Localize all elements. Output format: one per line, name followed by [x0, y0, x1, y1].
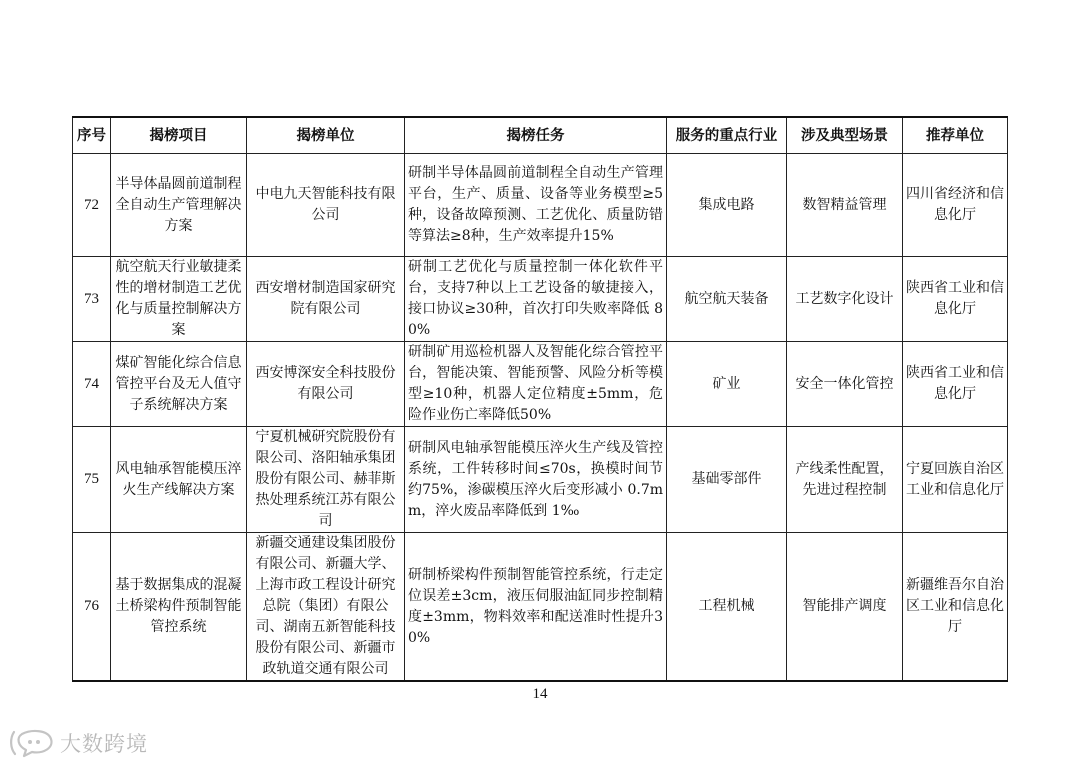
- cell-industry: 集成电路: [667, 154, 787, 257]
- cell-task: 研制桥梁构件预制智能管控系统，行走定位误差±3cm，液压伺服油缸同步控制精度±3mm，物料效率和配送准时性提升30%: [405, 533, 667, 682]
- cell-project: 风电轴承智能模压淬火生产线解决方案: [111, 427, 247, 533]
- cell-no: 76: [73, 533, 111, 682]
- speech-bubble-logo-icon: [8, 728, 56, 758]
- cell-unit: 中电九天智能科技有限公司: [247, 154, 405, 257]
- cell-unit: 宁夏机械研究院股份有限公司、洛阳轴承集团股份有限公司、赫菲斯热处理系统江苏有限公司: [247, 427, 405, 533]
- cell-recommender: 四川省经济和信息化厅: [903, 154, 1008, 257]
- cell-no: 72: [73, 154, 111, 257]
- cell-recommender: 陕西省工业和信息化厅: [903, 342, 1008, 427]
- table-row: [73, 342, 1008, 427]
- header-no: 序号: [73, 117, 111, 154]
- cell-task: 研制半导体晶圆前道制程全自动生产管理平台，生产、质量、设备等业务模型≥5种，设备故障预测、工艺优化、质量防错等算法≥8种，生产效率提升15%: [405, 154, 667, 257]
- cell-unit: 西安增材制造国家研究院有限公司: [247, 257, 405, 342]
- cell-industry: 工程机械: [667, 533, 787, 682]
- header-recommender: 推荐单位: [903, 117, 1008, 154]
- watermark: [8, 728, 148, 758]
- cell-scene: 产线柔性配置，先进过程控制: [787, 427, 903, 533]
- projects-table: [72, 116, 1008, 682]
- watermark-text: 大数跨境: [60, 732, 148, 756]
- cell-recommender: 新疆维吾尔自治区工业和信息化厅: [903, 533, 1008, 682]
- cell-no: 73: [73, 257, 111, 342]
- cell-recommender: 宁夏回族自治区工业和信息化厅: [903, 427, 1008, 533]
- table-row: [73, 533, 1008, 682]
- header-industry: 服务的重点行业: [667, 117, 787, 154]
- cell-industry: 矿业: [667, 342, 787, 427]
- cell-project: 煤矿智能化综合信息管控平台及无人值守子系统解决方案: [111, 342, 247, 427]
- header-project: 揭榜项目: [111, 117, 247, 154]
- cell-project: 航空航天行业敏捷柔性的增材制造工艺优化与质量控制解决方案: [111, 257, 247, 342]
- cell-industry: 基础零部件: [667, 427, 787, 533]
- cell-scene: 工艺数字化设计: [787, 257, 903, 342]
- table-row: [73, 427, 1008, 533]
- page-number: 14: [532, 686, 548, 702]
- cell-no: 75: [73, 427, 111, 533]
- cell-recommender: 陕西省工业和信息化厅: [903, 257, 1008, 342]
- cell-unit: 西安博深安全科技股份有限公司: [247, 342, 405, 427]
- cell-no: 74: [73, 342, 111, 427]
- cell-project: 半导体晶圆前道制程全自动生产管理解决方案: [111, 154, 247, 257]
- cell-scene: 安全一体化管控: [787, 342, 903, 427]
- header-unit: 揭榜单位: [247, 117, 405, 154]
- cell-scene: 数智精益管理: [787, 154, 903, 257]
- header-task: 揭榜任务: [405, 117, 667, 154]
- cell-task: 研制风电轴承智能模压淬火生产线及管控系统，工件转移时间≤70s，换模时间节约75%，渗碳模压淬火后变形减小 0.7mm，淬火废品率降低到 1‰: [405, 427, 667, 533]
- header-scene: 涉及典型场景: [787, 117, 903, 154]
- table-row: [73, 257, 1008, 342]
- cell-unit: 新疆交通建设集团股份有限公司、新疆大学、上海市政工程设计研究总院（集团）有限公司、湖南五新智能科技股份有限公司、新疆市政轨道交通有限公司: [247, 533, 405, 682]
- cell-project: 基于数据集成的混凝土桥梁构件预制智能管控系统: [111, 533, 247, 682]
- cell-industry: 航空航天装备: [667, 257, 787, 342]
- table-row: [73, 154, 1008, 257]
- table-header-row: [73, 117, 1008, 154]
- cell-task: 研制工艺优化与质量控制一体化软件平台，支持7种以上工艺设备的敏捷接入，接口协议≥30种，首次打印失败率降低 80%: [405, 257, 667, 342]
- cell-task: 研制矿用巡检机器人及智能化综合管控平台，智能决策、智能预警、风险分析等模型≥10种，机器人定位精度±5mm，危险作业伤亡率降低50%: [405, 342, 667, 427]
- cell-scene: 智能排产调度: [787, 533, 903, 682]
